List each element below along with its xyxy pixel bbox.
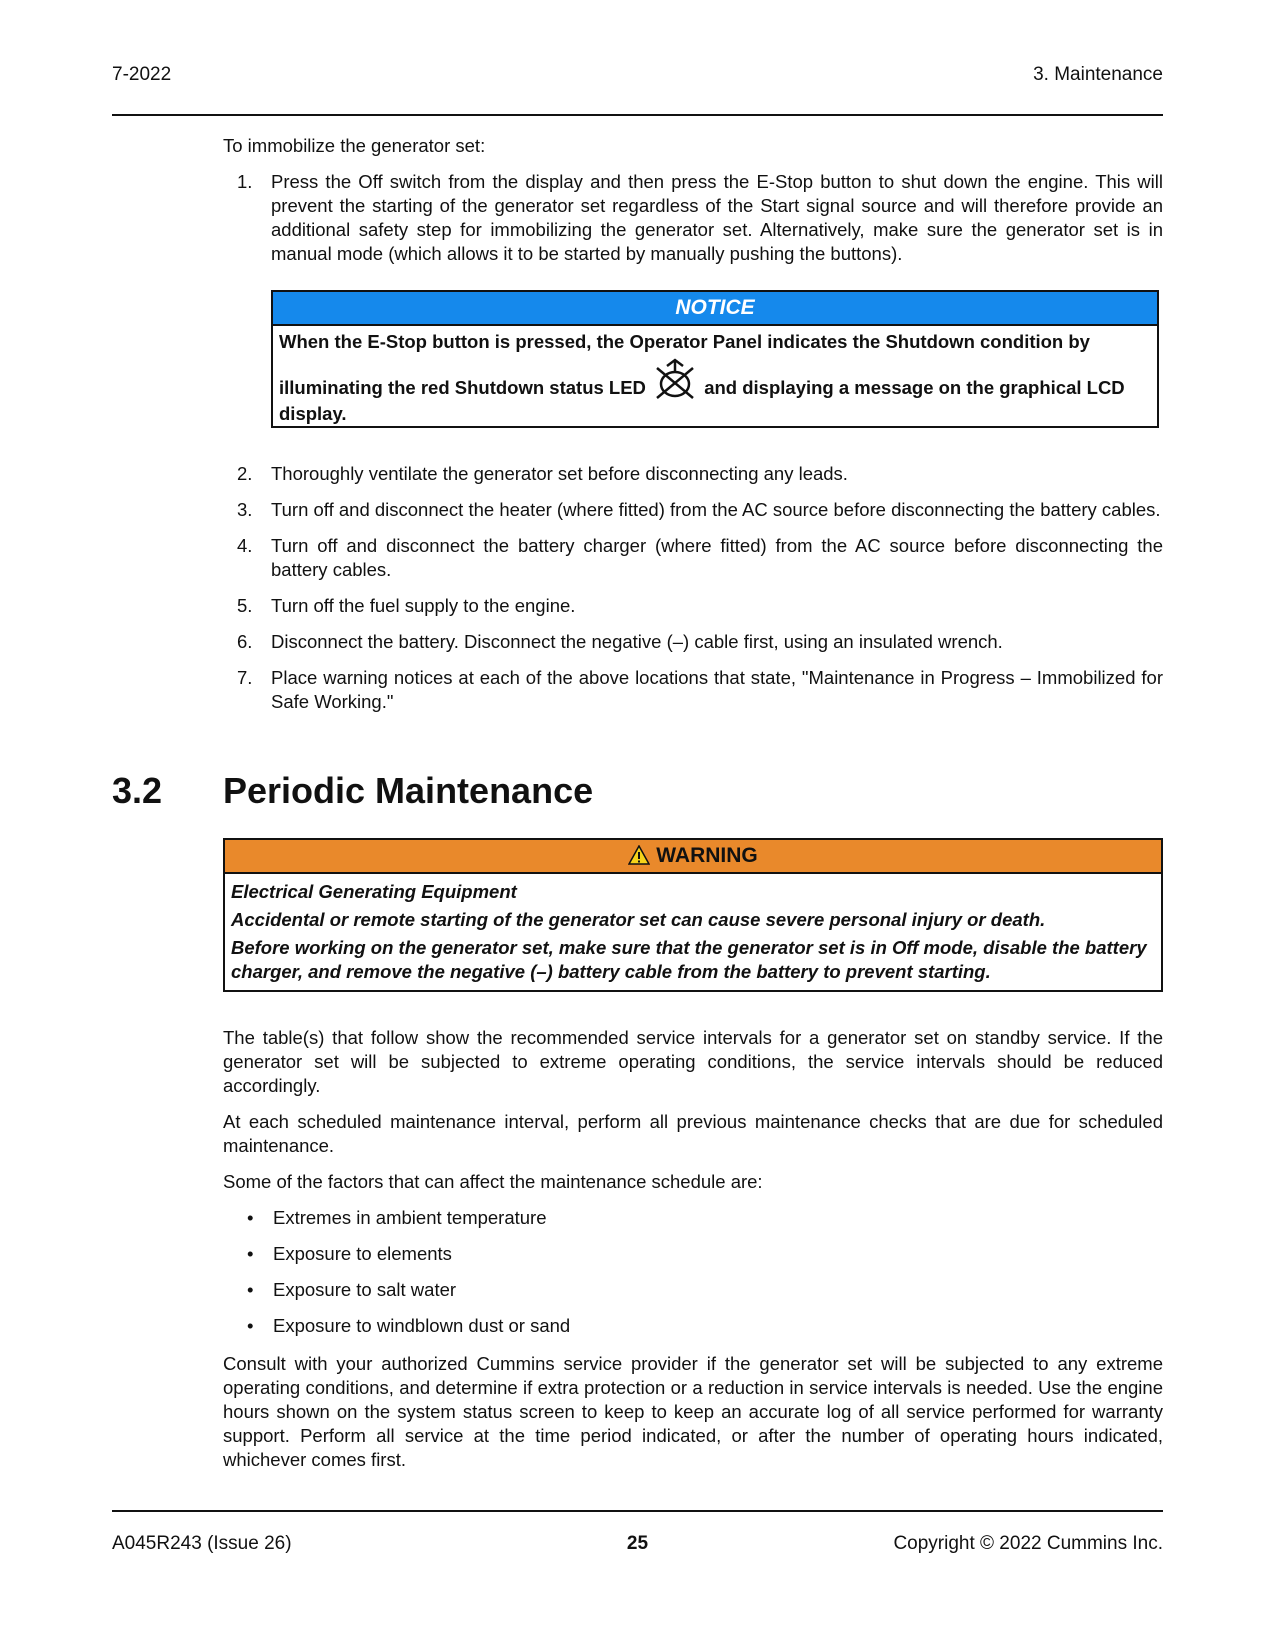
step-text: Thoroughly ventilate the generator set before disconnecting any leads.: [271, 463, 848, 484]
list-item: [223, 498, 1163, 522]
page-number: 25: [626, 1533, 649, 1554]
paragraph-scheduled-checks: At each scheduled maintenance interval, perform all previous maintenance checks that are due for scheduled maintenance.: [223, 1111, 1163, 1156]
step-number: 6.: [237, 631, 253, 652]
paragraph-consult: Consult with your authorized Cummins service provider if the generator set will be subjected to any extreme operating conditions, and determine if extra protection or a reduction in service intervals is needed. Use the engine hours shown on the system status screen to keep to keep an accurate log of all service performed for warranty support. Perform all service at the time period indicated, or after the number of operating hours indicated, whichever comes first.: [223, 1353, 1163, 1470]
list-item: [223, 170, 1163, 266]
bullet-icon: •: [247, 1243, 254, 1264]
footer-divider: [112, 1510, 1163, 1512]
list-item: [223, 630, 1163, 654]
warning-line: Accidental or remote starting of the generator set can cause severe personal injury or death.: [231, 909, 1046, 930]
step-number: 4.: [237, 535, 253, 556]
steps-list-part1: [223, 170, 1163, 278]
notice-box: [271, 290, 1159, 428]
bullet-icon: •: [247, 1279, 254, 1300]
warning-line: Electrical Generating Equipment: [231, 881, 517, 902]
step-text: Place warning notices at each of the above locations that state, "Maintenance in Progress – Immobilized for Safe Working.": [271, 667, 1163, 712]
intro-text: To immobilize the generator set:: [223, 135, 486, 156]
warning-title: WARNING: [656, 844, 758, 867]
header-chapter: 3. Maintenance: [1033, 64, 1163, 85]
bullet-text: Exposure to windblown dust or sand: [273, 1315, 571, 1336]
paragraph-factors: Some of the factors that can affect the maintenance schedule are:: [223, 1171, 763, 1192]
factors-list: [223, 1206, 1163, 1350]
notice-line2: [279, 376, 1151, 426]
notice-line2a: illuminating the red Shutdown status LED: [279, 377, 646, 398]
list-item: [223, 666, 1163, 714]
step-number: 7.: [237, 667, 253, 688]
list-item: [223, 1314, 1163, 1338]
list-item: [223, 1242, 1163, 1266]
warning-header: [225, 840, 1161, 874]
notice-line2b: and displaying a message on the graphical LCD display.: [279, 377, 1125, 424]
step-text: Press the Off switch from the display and then press the E-Stop button to shut down the engine. This will prevent the starting of the generator set regardless of the Start signal source and will therefore provide an additional safety step for immobilizing the generator set. Alternatively, make sure the generator set is in manual mode (which allows it to be started by manually pushing the buttons).: [271, 171, 1163, 264]
list-item: [223, 594, 1163, 618]
step-number: 5.: [237, 595, 253, 616]
list-item: [223, 462, 1163, 486]
section-title: Periodic Maintenance: [223, 770, 594, 811]
step-number: 3.: [237, 499, 253, 520]
warning-box: [223, 838, 1163, 992]
footer-copyright: Copyright © 2022 Cummins Inc.: [893, 1533, 1163, 1554]
warning-triangle-icon: [628, 843, 650, 863]
list-item: [223, 1206, 1163, 1230]
shutdown-led-icon: [653, 358, 697, 402]
list-item: [223, 1278, 1163, 1302]
warning-body: [225, 874, 1161, 994]
section-number: 3.2: [112, 770, 163, 811]
notice-line1: When the E-Stop button is pressed, the Operator Panel indicates the Shutdown condition by: [279, 331, 1090, 352]
step-number: 1.: [237, 171, 253, 192]
steps-list-part2: [223, 462, 1163, 726]
bullet-text: Extremes in ambient temperature: [273, 1207, 547, 1228]
bullet-text: Exposure to elements: [273, 1243, 452, 1264]
paragraph-service-intervals: The table(s) that follow show the recommended service intervals for a generator set on standby service. If the generator set will be subjected to extreme operating conditions, the service intervals should be reduced accordingly.: [223, 1027, 1163, 1096]
step-text: Disconnect the battery. Disconnect the negative (–) cable first, using an insulated wrench.: [271, 631, 1003, 652]
bullet-icon: •: [247, 1315, 254, 1336]
bullet-text: Exposure to salt water: [273, 1279, 457, 1300]
header-divider: [112, 114, 1163, 116]
footer-document-id: A045R243 (Issue 26): [112, 1533, 292, 1554]
notice-body: [273, 326, 1157, 430]
step-text: Turn off and disconnect the heater (where fitted) from the AC source before disconnecting the battery cables.: [271, 499, 1161, 520]
step-number: 2.: [237, 463, 253, 484]
bullet-icon: •: [247, 1207, 254, 1228]
header-date: 7-2022: [112, 64, 172, 85]
warning-line: Before working on the generator set, make sure that the generator set is in Off mode, disable the battery charger, and remove the negative (–) battery cable from the battery to prevent starting.: [231, 937, 1147, 982]
notice-title: NOTICE: [273, 292, 1157, 326]
step-text: Turn off and disconnect the battery charger (where fitted) from the AC source before disconnecting the battery cables.: [271, 535, 1163, 580]
list-item: [223, 534, 1163, 582]
step-text: Turn off the fuel supply to the engine.: [271, 595, 576, 616]
